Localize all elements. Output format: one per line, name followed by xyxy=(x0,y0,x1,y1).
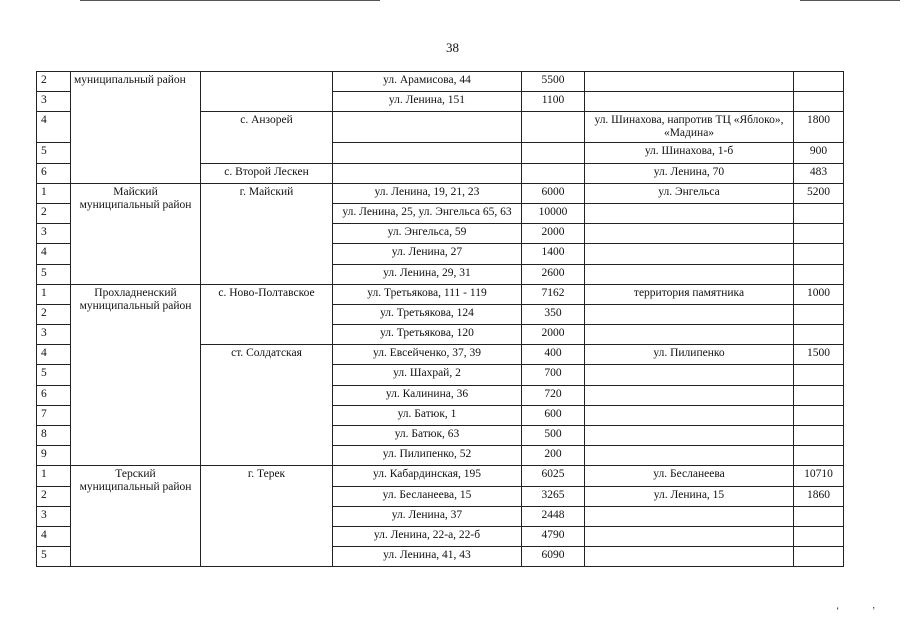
value-cell: 4790 xyxy=(522,526,585,546)
place-value-cell xyxy=(794,304,844,324)
district-cell: Майский муниципальный район xyxy=(71,183,201,284)
place-cell xyxy=(585,224,794,244)
value-cell xyxy=(522,163,585,183)
scan-mark: ʻ xyxy=(836,606,840,617)
place-value-cell xyxy=(794,203,844,223)
place-value-cell xyxy=(794,547,844,567)
row-number: 5 xyxy=(37,264,71,284)
place-value-cell: 483 xyxy=(794,163,844,183)
place-cell xyxy=(585,446,794,466)
address-cell: ул. Евсейченко, 37, 39 xyxy=(333,345,522,365)
settlement-cell: с. Второй Лескен xyxy=(201,163,333,183)
row-number: 6 xyxy=(37,385,71,405)
place-cell: ул. Шинахова, напротив ТЦ «Яблоко», «Мадина» xyxy=(585,112,794,143)
address-cell: ул. Ленина, 25, ул. Энгельса 65, 63 xyxy=(333,203,522,223)
place-value-cell xyxy=(794,405,844,425)
row-number: 5 xyxy=(37,365,71,385)
value-cell: 6025 xyxy=(522,466,585,486)
district-cell: муниципальный район xyxy=(71,72,201,184)
place-value-cell: 5200 xyxy=(794,183,844,203)
place-cell xyxy=(585,547,794,567)
settlement-cell xyxy=(201,72,333,112)
value-cell: 6000 xyxy=(522,183,585,203)
value-cell: 1100 xyxy=(522,92,585,112)
address-cell xyxy=(333,112,522,143)
address-cell: ул. Бесланеева, 15 xyxy=(333,486,522,506)
place-value-cell xyxy=(794,526,844,546)
place-cell xyxy=(585,426,794,446)
value-cell: 200 xyxy=(522,446,585,466)
value-cell: 2600 xyxy=(522,264,585,284)
value-cell: 10000 xyxy=(522,203,585,223)
value-cell: 7162 xyxy=(522,284,585,304)
row-number: 1 xyxy=(37,183,71,203)
table-row xyxy=(37,284,844,304)
row-number: 4 xyxy=(37,244,71,264)
place-value-cell xyxy=(794,325,844,345)
value-cell: 400 xyxy=(522,345,585,365)
place-cell xyxy=(585,203,794,223)
address-cell: ул. Кабардинская, 195 xyxy=(333,466,522,486)
place-value-cell: 1000 xyxy=(794,284,844,304)
row-number: 2 xyxy=(37,203,71,223)
place-value-cell: 900 xyxy=(794,143,844,163)
value-cell xyxy=(522,143,585,163)
value-cell: 6090 xyxy=(522,547,585,567)
row-number: 5 xyxy=(37,143,71,163)
place-cell xyxy=(585,506,794,526)
place-cell: ул. Энгельса xyxy=(585,183,794,203)
place-value-cell xyxy=(794,385,844,405)
place-value-cell xyxy=(794,264,844,284)
place-cell xyxy=(585,304,794,324)
place-cell xyxy=(585,92,794,112)
row-number: 4 xyxy=(37,345,71,365)
place-value-cell xyxy=(794,365,844,385)
settlement-cell: г. Майский xyxy=(201,183,333,284)
place-value-cell: 1860 xyxy=(794,486,844,506)
address-cell xyxy=(333,143,522,163)
value-cell: 700 xyxy=(522,365,585,385)
place-cell xyxy=(585,244,794,264)
settlement-cell: с. Ново-Полтавское xyxy=(201,284,333,345)
address-cell: ул. Батюк, 1 xyxy=(333,405,522,425)
scan-edge-line xyxy=(80,0,380,1)
row-number: 3 xyxy=(37,325,71,345)
place-cell: ул. Шинахова, 1-б xyxy=(585,143,794,163)
place-cell xyxy=(585,365,794,385)
place-cell xyxy=(585,385,794,405)
row-number: 3 xyxy=(37,506,71,526)
settlement-cell: ст. Солдатская xyxy=(201,345,333,466)
place-cell xyxy=(585,526,794,546)
place-value-cell xyxy=(794,224,844,244)
address-cell: ул. Ленина, 29, 31 xyxy=(333,264,522,284)
value-cell: 2000 xyxy=(522,325,585,345)
row-number: 2 xyxy=(37,304,71,324)
address-cell: ул. Калинина, 36 xyxy=(333,385,522,405)
page-number: 38 xyxy=(446,40,459,55)
place-value-cell: 1800 xyxy=(794,112,844,143)
value-cell: 2000 xyxy=(522,224,585,244)
address-cell: ул. Третьякова, 120 xyxy=(333,325,522,345)
value-cell: 2448 xyxy=(522,506,585,526)
row-number: 1 xyxy=(37,284,71,304)
row-number: 6 xyxy=(37,163,71,183)
place-cell: территория памятника xyxy=(585,284,794,304)
value-cell: 720 xyxy=(522,385,585,405)
place-cell xyxy=(585,325,794,345)
table-row xyxy=(37,466,844,486)
address-cell: ул. Ленина, 37 xyxy=(333,506,522,526)
row-number: 8 xyxy=(37,426,71,446)
data-table xyxy=(36,71,844,567)
settlement-cell: г. Терек xyxy=(201,466,333,567)
address-cell: ул. Ленина, 151 xyxy=(333,92,522,112)
row-number: 2 xyxy=(37,486,71,506)
place-cell: ул. Пилипенко xyxy=(585,345,794,365)
place-cell xyxy=(585,264,794,284)
row-number: 3 xyxy=(37,92,71,112)
value-cell: 350 xyxy=(522,304,585,324)
place-value-cell xyxy=(794,92,844,112)
place-value-cell xyxy=(794,244,844,264)
row-number: 3 xyxy=(37,224,71,244)
value-cell: 3265 xyxy=(522,486,585,506)
address-cell: ул. Третьякова, 111 - 119 xyxy=(333,284,522,304)
place-value-cell xyxy=(794,72,844,92)
scan-mark: ʼ xyxy=(872,606,876,617)
row-number: 5 xyxy=(37,547,71,567)
table-row xyxy=(37,183,844,203)
value-cell: 600 xyxy=(522,405,585,425)
address-cell: ул. Ленина, 41, 43 xyxy=(333,547,522,567)
row-number: 1 xyxy=(37,466,71,486)
row-number: 4 xyxy=(37,526,71,546)
address-cell: ул. Энгельса, 59 xyxy=(333,224,522,244)
value-cell: 500 xyxy=(522,426,585,446)
place-cell: ул. Ленина, 70 xyxy=(585,163,794,183)
row-number: 7 xyxy=(37,405,71,425)
place-value-cell xyxy=(794,426,844,446)
address-cell: ул. Пилипенко, 52 xyxy=(333,446,522,466)
row-number: 4 xyxy=(37,112,71,143)
place-cell: ул. Бесланеева xyxy=(585,466,794,486)
place-value-cell: 1500 xyxy=(794,345,844,365)
table-row xyxy=(37,72,844,92)
value-cell: 5500 xyxy=(522,72,585,92)
address-cell: ул. Ленина, 27 xyxy=(333,244,522,264)
place-value-cell xyxy=(794,506,844,526)
address-cell: ул. Арамисова, 44 xyxy=(333,72,522,92)
value-cell: 1400 xyxy=(522,244,585,264)
address-cell: ул. Шахрай, 2 xyxy=(333,365,522,385)
district-cell: Прохладненский муниципальный район xyxy=(71,284,201,466)
value-cell xyxy=(522,112,585,143)
address-cell xyxy=(333,163,522,183)
address-cell: ул. Третьякова, 124 xyxy=(333,304,522,324)
place-cell: ул. Ленина, 15 xyxy=(585,486,794,506)
district-cell: Терский муниципальный район xyxy=(71,466,201,567)
place-cell xyxy=(585,405,794,425)
scan-edge-line xyxy=(800,0,900,1)
address-cell: ул. Батюк, 63 xyxy=(333,426,522,446)
place-value-cell: 10710 xyxy=(794,466,844,486)
settlement-cell: с. Анзорей xyxy=(201,112,333,163)
row-number: 9 xyxy=(37,446,71,466)
place-value-cell xyxy=(794,446,844,466)
place-cell xyxy=(585,72,794,92)
address-cell: ул. Ленина, 22-а, 22-б xyxy=(333,526,522,546)
address-cell: ул. Ленина, 19, 21, 23 xyxy=(333,183,522,203)
row-number: 2 xyxy=(37,72,71,92)
